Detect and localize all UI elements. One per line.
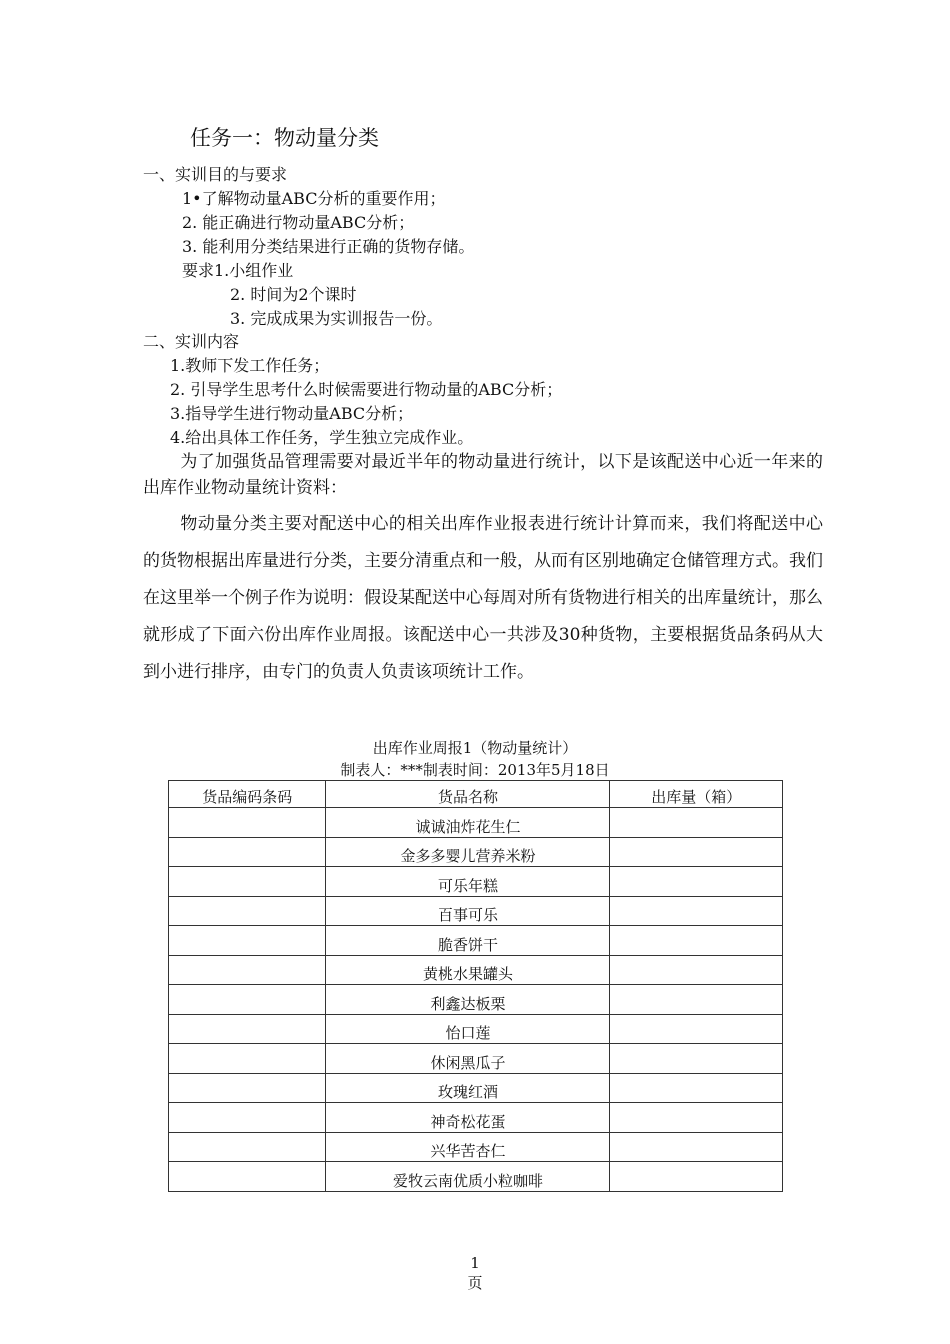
cell-code	[169, 1162, 326, 1192]
content-item: 3.指导学生进行物动量ABC分析；	[170, 404, 414, 423]
cell-qty	[610, 1044, 783, 1074]
cell-qty	[610, 926, 783, 956]
table-row	[169, 985, 783, 1015]
cell-qty	[610, 1162, 783, 1192]
cell-qty	[610, 955, 783, 985]
cell-code	[169, 955, 326, 985]
table-row	[169, 955, 783, 985]
cell-qty	[610, 867, 783, 897]
content-item: 2. 引导学生思考什么时候需要进行物动量的ABC分析；	[170, 380, 563, 399]
cell-name: 脆香饼干	[326, 926, 610, 956]
table-row	[169, 1073, 783, 1103]
intro-paragraph-text: 为了加强货品管理需要对最近半年的物动量进行统计，以下是该配送中心近一年来的出库作业物动量统计资料：	[143, 452, 823, 498]
objective-item: 2. 能正确进行物动量ABC分析；	[182, 213, 415, 232]
page-label: 页	[467, 1274, 483, 1292]
cell-qty	[610, 1103, 783, 1133]
cell-name: 黄桃水果罐头	[326, 955, 610, 985]
cell-qty	[610, 896, 783, 926]
section2-heading: 二、实训内容	[143, 332, 240, 351]
cell-code	[169, 1103, 326, 1133]
table-header-row	[169, 781, 783, 808]
table-row	[169, 926, 783, 956]
cell-code	[169, 1044, 326, 1074]
cell-code	[169, 985, 326, 1015]
header-name: 货品名称	[326, 781, 610, 808]
cell-name: 玫瑰红酒	[326, 1073, 610, 1103]
cell-qty	[610, 808, 783, 838]
cell-code	[169, 867, 326, 897]
explanation-paragraph	[143, 506, 823, 691]
table-row	[169, 1044, 783, 1074]
table-row	[169, 867, 783, 897]
cell-code	[169, 1073, 326, 1103]
cell-name: 休闲黑瓜子	[326, 1044, 610, 1074]
cell-qty	[610, 1014, 783, 1044]
explanation-paragraph-text: 物动量分类主要对配送中心的相关出库作业报表进行统计计算而来，我们将配送中心的货物根据出库量进行分类，主要分清重点和一般，从而有区别地确定仓储管理方式。我们在这里举一个例子作为说明：假设某配送中心每周对所有货物进行相关的出库量统计，那么就形成了下面六份出库作业周报。该配送中心一共涉及30种货物，主要根据货品条码从大到小进行排序，由专门的负责人负责该项统计工作。	[143, 514, 823, 682]
table-row	[169, 896, 783, 926]
cell-name: 可乐年糕	[326, 867, 610, 897]
table-row	[169, 1132, 783, 1162]
table-row	[169, 1014, 783, 1044]
requirement-item: 2. 时间为2个课时	[230, 285, 357, 304]
report-table	[168, 780, 783, 1192]
requirement-item: 3. 完成成果为实训报告一份。	[230, 309, 443, 328]
page-number: 1	[470, 1254, 480, 1272]
section1-heading: 一、实训目的与要求	[143, 165, 288, 184]
cell-qty	[610, 985, 783, 1015]
content-item: 1.教师下发工作任务；	[170, 356, 330, 375]
cell-name: 爱牧云南优质小粒咖啡	[326, 1162, 610, 1192]
content-item: 4.给出具体工作任务，学生独立完成作业。	[170, 428, 474, 447]
cell-name: 金多多婴儿营养米粉	[326, 837, 610, 867]
requirement-label: 要求1.小组作业	[182, 261, 294, 280]
table-row	[169, 837, 783, 867]
page-title: 任务一：物动量分类	[190, 126, 379, 150]
header-code: 货品编码条码	[169, 781, 326, 808]
table-row	[169, 1103, 783, 1133]
report-subcaption: 制表人：***制表时间：2013年5月18日	[340, 761, 610, 779]
table-row	[169, 1162, 783, 1192]
cell-code	[169, 1014, 326, 1044]
cell-code	[169, 837, 326, 867]
cell-name: 神奇松花蛋	[326, 1103, 610, 1133]
cell-name: 怡口莲	[326, 1014, 610, 1044]
table-row	[169, 808, 783, 838]
cell-code	[169, 808, 326, 838]
header-qty: 出库量（箱）	[610, 781, 783, 808]
cell-name: 诚诚油炸花生仁	[326, 808, 610, 838]
report-caption: 出库作业周报1（物动量统计）	[372, 739, 578, 757]
cell-name: 兴华苦杏仁	[326, 1132, 610, 1162]
cell-code	[169, 896, 326, 926]
cell-code	[169, 1132, 326, 1162]
cell-qty	[610, 1073, 783, 1103]
cell-qty	[610, 837, 783, 867]
cell-name: 利鑫达板栗	[326, 985, 610, 1015]
cell-code	[169, 926, 326, 956]
objective-item: 1•了解物动量ABC分析的重要作用；	[182, 189, 446, 208]
cell-name: 百事可乐	[326, 896, 610, 926]
cell-qty	[610, 1132, 783, 1162]
objective-item: 3. 能利用分类结果进行正确的货物存储。	[182, 237, 475, 256]
intro-paragraph	[143, 449, 823, 501]
